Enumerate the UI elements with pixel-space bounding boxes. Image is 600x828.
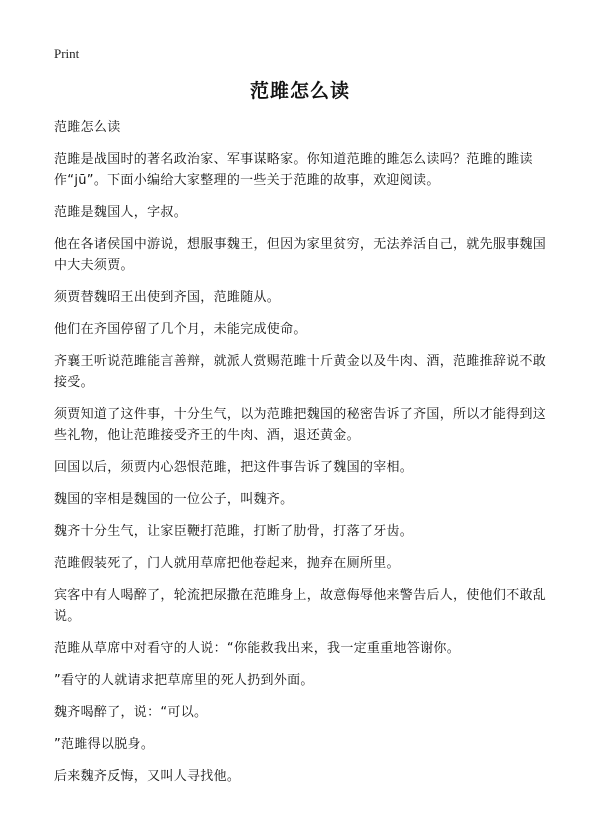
paragraph: 他们在齐国停留了几个月，未能完成使命。 (54, 322, 307, 337)
print-link[interactable]: Print (54, 46, 80, 61)
paragraph: 范雎假装死了，门人就用草席把他卷起来，抛弃在厕所里。 (54, 556, 400, 571)
paragraph: 齐襄王听说范雎能言善辩，就派人赏赐范雎十斤黄金以及牛肉、酒，范雎推辞说不敢接受。 (54, 354, 547, 390)
paragraph: 范雎是战国时的著名政治家、军事谋略家。你知道范雎的雎怎么读吗？范雎的雎读作“jū”。下面小编给大家整理的一些关于范雎的故事，欢迎阅读。 (54, 152, 533, 188)
paragraph: 范雎是魏国人，字叔。 (54, 205, 188, 220)
paragraph: 宾客中有人喝醉了，轮流把尿撒在范雎身上，故意侮辱他来警告后人，使他们不敢乱说。 (54, 588, 547, 624)
paragraph: 须贾替魏昭王出使到齐国，范雎随从。 (54, 290, 281, 305)
paragraph: ”范雎得以脱身。 (54, 737, 155, 752)
paragraph: 范雎怎么读 (54, 120, 121, 135)
paragraph: 范雎从草席中对看守的人说：“你能救我出来，我一定重重地答谢你。 (54, 641, 461, 656)
article-body (54, 117, 550, 798)
paragraph: 魏国的宰相是魏国的一位公子，叫魏齐。 (54, 492, 294, 507)
paragraph: 须贾知道了这件事，十分生气，以为范雎把魏国的秘密告诉了齐国，所以才能得到这些礼物，他让范雎接受齐王的牛肉、酒，退还黄金。 (54, 407, 547, 443)
paragraph: 魏齐喝醉了，说：“可以。 (54, 705, 208, 720)
paragraph: 他在各诸侯国中游说，想服事魏王，但因为家里贫穷，无法养活自己，就先服事魏国中大夫须贾。 (54, 237, 547, 273)
document-title: 范雎怎么读 (249, 80, 350, 102)
paragraph: ”看守的人就请求把草席里的死人扔到外面。 (54, 673, 314, 688)
paragraph: 回国以后，须贾内心怨恨范雎，把这件事告诉了魏国的宰相。 (54, 460, 414, 475)
paragraph: 后来魏齐反悔，又叫人寻找他。 (54, 769, 241, 784)
paragraph: 魏齐十分生气，让家臣鞭打范雎，打断了肋骨，打落了牙齿。 (54, 524, 414, 539)
